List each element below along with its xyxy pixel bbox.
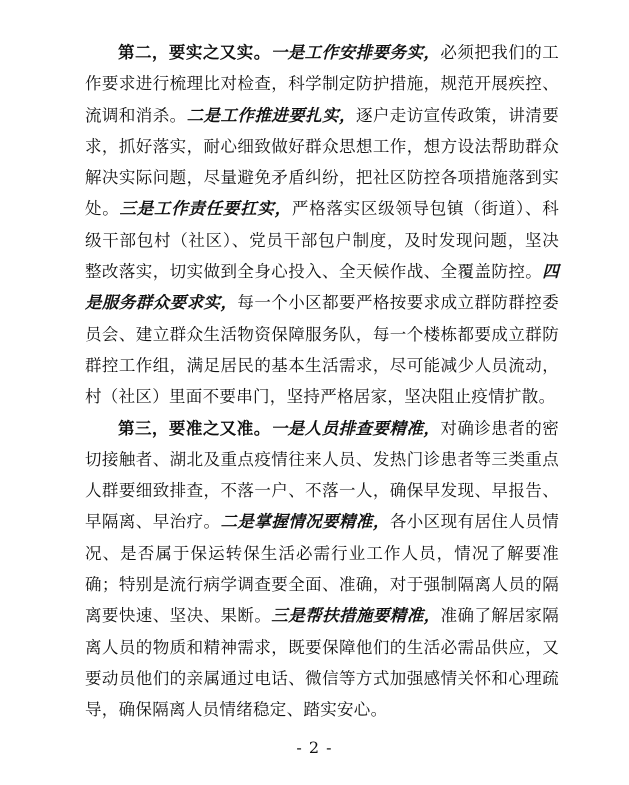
paragraph-text: 对确诊患者的密切接触者、湖北及重点疫情往来人员、发热门诊患者等三类重点人群要细致排查，不落一户、不落一人，确保早发现、早报告、早隔离、早治疗。 [85,418,560,532]
paragraph-text: 准确了解居家隔离人员的物质和精神需求，既要保障他们的生活必需品供应，又要动员他们的亲属通过电话、微信等方式加强感情关怀和心理疏导，确保隔离人员情绪稳定、踏实安心。 [85,606,559,720]
page-number: - 2 - [296,738,333,757]
key-point: 三是工作责任要扛实， [119,199,292,219]
paragraph-text: 各小区现有居住人员情况、是否属于保运转保生活必需行业工作人员，情况了解要准确；特别是流行病学调查要全面、准确，对于强制隔离人员的隔离要快速、坚决、果断。 [85,512,560,626]
paragraph-text: 严格落实区级领导包镇（街道）、科级干部包村（社区）、党员干部包户制度，及时发现问题，坚决整改落实，切实做到全身心投入、全天候作战、全覆盖防控。 [85,199,559,282]
key-point: 一是人员排查要精准， [270,418,441,438]
key-point: 二是掌握情况要精准， [220,512,390,532]
body-text [85,37,559,726]
section-heading: 第三，要准之又准。 [118,418,271,438]
key-point: 二是工作推进要扎实， [186,105,356,125]
paragraph-text: 必须把我们的工作要求进行梳理比对检查，科学制定防护措施，规范开展疾控、流调和消杀。 [85,43,560,125]
key-point: 三是帮扶措施要精准， [271,606,441,626]
section-heading: 第二，要实之又实。 [118,43,271,62]
paragraph-text: 逐户走访宣传政策，讲清要求，抓好落实，耐心细致做好群众思想工作，想方设法帮助群众解决实际问题，尽量避免矛盾纠纷，把社区防控各项措施落到实处。 [85,105,559,219]
key-point: 四是服务群众要求实， [85,262,559,313]
paragraph [85,413,559,726]
key-point: 一是工作安排要务实， [270,43,441,62]
paragraph [85,37,559,413]
paragraph-text: 每一个小区都要严格按要求成立群防群控委员会、建立群众生活物资保障服务队，每一个楼栋都要成立群防群控工作组，满足居民的基本生活需求，尽可能减少人员流动，村（社区）里面不要串门，坚持严格居家，坚决阻止疫情扩散。 [85,293,560,407]
